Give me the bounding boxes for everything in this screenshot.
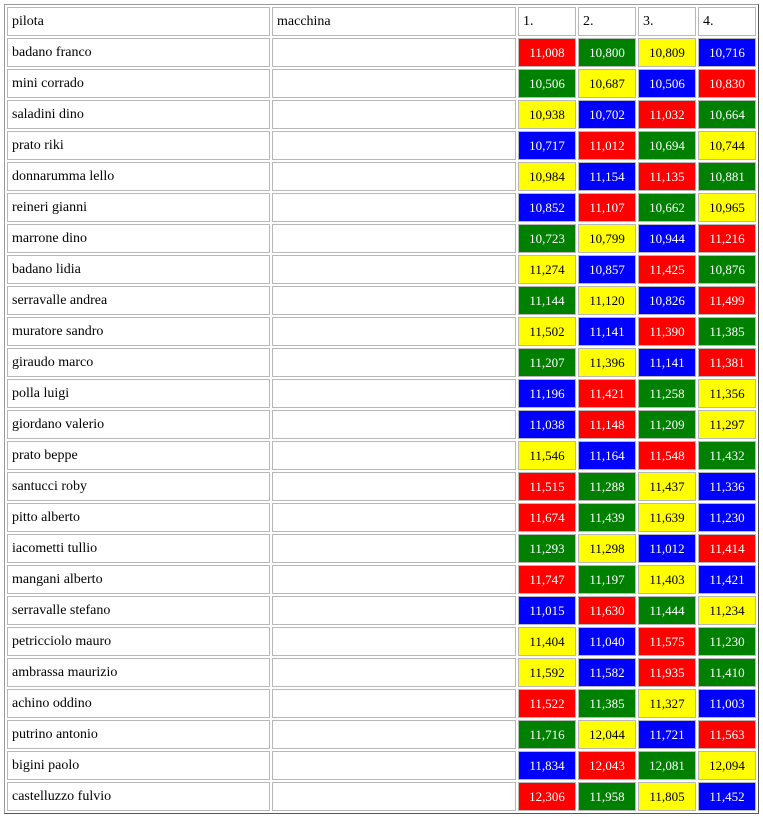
lap-time-cell: 11,385	[578, 689, 636, 718]
results-body	[7, 38, 756, 811]
lap-time-cell: 11,437	[638, 472, 696, 501]
lap-time-cell: 10,857	[578, 255, 636, 284]
macchina-cell	[272, 410, 516, 439]
lap-time-cell: 11,385	[698, 317, 756, 346]
lap-time-cell: 11,336	[698, 472, 756, 501]
lap-time-cell: 11,444	[638, 596, 696, 625]
macchina-cell	[272, 69, 516, 98]
lap-time-cell: 11,234	[698, 596, 756, 625]
lap-time-cell: 11,630	[578, 596, 636, 625]
macchina-cell	[272, 38, 516, 67]
macchina-cell	[272, 224, 516, 253]
lap-time-cell: 11,032	[638, 100, 696, 129]
lap-time-cell: 11,135	[638, 162, 696, 191]
lap-time-cell: 12,094	[698, 751, 756, 780]
macchina-cell	[272, 782, 516, 811]
macchina-cell	[272, 379, 516, 408]
macchina-cell	[272, 317, 516, 346]
lap-time-cell: 11,410	[698, 658, 756, 687]
lap-time-cell: 11,274	[518, 255, 576, 284]
lap-time-cell: 10,723	[518, 224, 576, 253]
table-row	[7, 441, 756, 470]
table-row	[7, 131, 756, 160]
table-row	[7, 255, 756, 284]
macchina-cell	[272, 596, 516, 625]
lap-time-cell: 10,716	[698, 38, 756, 67]
lap-time-cell: 11,439	[578, 503, 636, 532]
lap-time-cell: 11,452	[698, 782, 756, 811]
lap-time-cell: 12,043	[578, 751, 636, 780]
lap-time-cell: 11,522	[518, 689, 576, 718]
lap-time-cell: 10,965	[698, 193, 756, 222]
header-lap-4: 4.	[698, 7, 756, 36]
table-row	[7, 565, 756, 594]
pilota-cell: prato riki	[7, 131, 270, 160]
pilota-cell: serravalle stefano	[7, 596, 270, 625]
lap-time-cell: 11,038	[518, 410, 576, 439]
pilota-cell: muratore sandro	[7, 317, 270, 346]
lap-time-cell: 11,230	[698, 503, 756, 532]
lap-time-cell: 11,154	[578, 162, 636, 191]
lap-time-cell: 11,958	[578, 782, 636, 811]
macchina-cell	[272, 100, 516, 129]
lap-time-cell: 11,403	[638, 565, 696, 594]
pilota-cell: castelluzzo fulvio	[7, 782, 270, 811]
lap-time-cell: 10,984	[518, 162, 576, 191]
macchina-cell	[272, 162, 516, 191]
lap-time-cell: 11,548	[638, 441, 696, 470]
lap-time-cell: 11,356	[698, 379, 756, 408]
results-table	[4, 4, 759, 814]
lap-time-cell: 11,390	[638, 317, 696, 346]
lap-time-cell: 10,830	[698, 69, 756, 98]
lap-time-cell: 11,107	[578, 193, 636, 222]
macchina-cell	[272, 565, 516, 594]
table-row	[7, 193, 756, 222]
header-pilota: pilota	[7, 7, 270, 36]
lap-time-cell: 10,664	[698, 100, 756, 129]
lap-time-cell: 10,938	[518, 100, 576, 129]
lap-time-cell: 11,546	[518, 441, 576, 470]
lap-time-cell: 12,044	[578, 720, 636, 749]
pilota-cell: mangani alberto	[7, 565, 270, 594]
lap-time-cell: 11,197	[578, 565, 636, 594]
macchina-cell	[272, 441, 516, 470]
lap-time-cell: 11,716	[518, 720, 576, 749]
table-row	[7, 472, 756, 501]
lap-time-cell: 11,404	[518, 627, 576, 656]
pilota-cell: santucci roby	[7, 472, 270, 501]
lap-time-cell: 11,747	[518, 565, 576, 594]
lap-time-cell: 10,702	[578, 100, 636, 129]
lap-time-cell: 12,081	[638, 751, 696, 780]
lap-time-cell: 11,834	[518, 751, 576, 780]
lap-time-cell: 11,414	[698, 534, 756, 563]
lap-time-cell: 11,258	[638, 379, 696, 408]
pilota-cell: polla luigi	[7, 379, 270, 408]
pilota-cell: petricciolo mauro	[7, 627, 270, 656]
lap-time-cell: 10,506	[518, 69, 576, 98]
table-row	[7, 658, 756, 687]
header-row	[7, 7, 756, 36]
lap-time-cell: 11,502	[518, 317, 576, 346]
lap-time-cell: 11,216	[698, 224, 756, 253]
lap-time-cell: 11,425	[638, 255, 696, 284]
macchina-cell	[272, 720, 516, 749]
pilota-cell: ambrassa maurizio	[7, 658, 270, 687]
pilota-cell: putrino antonio	[7, 720, 270, 749]
table-row	[7, 69, 756, 98]
lap-time-cell: 10,826	[638, 286, 696, 315]
lap-time-cell: 11,563	[698, 720, 756, 749]
lap-time-cell: 11,297	[698, 410, 756, 439]
lap-time-cell: 11,582	[578, 658, 636, 687]
lap-time-cell: 11,432	[698, 441, 756, 470]
pilota-cell: achino oddino	[7, 689, 270, 718]
table-row	[7, 751, 756, 780]
lap-time-cell: 10,744	[698, 131, 756, 160]
lap-time-cell: 12,306	[518, 782, 576, 811]
lap-time-cell: 11,008	[518, 38, 576, 67]
lap-time-cell: 11,288	[578, 472, 636, 501]
lap-time-cell: 10,799	[578, 224, 636, 253]
lap-time-cell: 11,141	[578, 317, 636, 346]
pilota-cell: pitto alberto	[7, 503, 270, 532]
macchina-cell	[272, 658, 516, 687]
lap-time-cell: 11,298	[578, 534, 636, 563]
macchina-cell	[272, 193, 516, 222]
header-lap-3: 3.	[638, 7, 696, 36]
lap-time-cell: 11,141	[638, 348, 696, 377]
table-row	[7, 317, 756, 346]
table-row	[7, 782, 756, 811]
table-row	[7, 689, 756, 718]
lap-time-cell: 11,935	[638, 658, 696, 687]
table-row	[7, 410, 756, 439]
lap-time-cell: 10,506	[638, 69, 696, 98]
pilota-cell: giraudo marco	[7, 348, 270, 377]
table-row	[7, 162, 756, 191]
pilota-cell: bigini paolo	[7, 751, 270, 780]
pilota-cell: prato beppe	[7, 441, 270, 470]
header-lap-2: 2.	[578, 7, 636, 36]
table-row	[7, 379, 756, 408]
lap-time-cell: 11,120	[578, 286, 636, 315]
lap-time-cell: 11,327	[638, 689, 696, 718]
lap-time-cell: 10,800	[578, 38, 636, 67]
lap-time-cell: 10,687	[578, 69, 636, 98]
lap-time-cell: 11,012	[578, 131, 636, 160]
lap-time-cell: 11,396	[578, 348, 636, 377]
lap-time-cell: 11,207	[518, 348, 576, 377]
macchina-cell	[272, 503, 516, 532]
lap-time-cell: 11,674	[518, 503, 576, 532]
macchina-cell	[272, 689, 516, 718]
pilota-cell: mini corrado	[7, 69, 270, 98]
lap-time-cell: 10,694	[638, 131, 696, 160]
pilota-cell: iacometti tullio	[7, 534, 270, 563]
lap-time-cell: 10,852	[518, 193, 576, 222]
table-row	[7, 596, 756, 625]
pilota-cell: badano franco	[7, 38, 270, 67]
lap-time-cell: 11,381	[698, 348, 756, 377]
pilota-cell: saladini dino	[7, 100, 270, 129]
lap-time-cell: 10,876	[698, 255, 756, 284]
lap-time-cell: 11,515	[518, 472, 576, 501]
table-row	[7, 100, 756, 129]
lap-time-cell: 11,040	[578, 627, 636, 656]
macchina-cell	[272, 534, 516, 563]
macchina-cell	[272, 131, 516, 160]
lap-time-cell: 11,421	[698, 565, 756, 594]
lap-time-cell: 11,592	[518, 658, 576, 687]
macchina-cell	[272, 627, 516, 656]
lap-time-cell: 11,164	[578, 441, 636, 470]
lap-time-cell: 11,015	[518, 596, 576, 625]
lap-time-cell: 11,639	[638, 503, 696, 532]
lap-time-cell: 11,144	[518, 286, 576, 315]
lap-time-cell: 11,196	[518, 379, 576, 408]
lap-time-cell: 11,421	[578, 379, 636, 408]
pilota-cell: serravalle andrea	[7, 286, 270, 315]
table-row	[7, 720, 756, 749]
pilota-cell: badano lidia	[7, 255, 270, 284]
lap-time-cell: 10,809	[638, 38, 696, 67]
lap-time-cell: 11,148	[578, 410, 636, 439]
macchina-cell	[272, 348, 516, 377]
lap-time-cell: 11,575	[638, 627, 696, 656]
lap-time-cell: 11,721	[638, 720, 696, 749]
macchina-cell	[272, 472, 516, 501]
table-row	[7, 348, 756, 377]
lap-time-cell: 10,662	[638, 193, 696, 222]
lap-time-cell: 11,230	[698, 627, 756, 656]
lap-time-cell: 10,944	[638, 224, 696, 253]
macchina-cell	[272, 286, 516, 315]
lap-time-cell: 10,881	[698, 162, 756, 191]
pilota-cell: marrone dino	[7, 224, 270, 253]
lap-time-cell: 11,293	[518, 534, 576, 563]
lap-time-cell: 11,805	[638, 782, 696, 811]
pilota-cell: donnarumma lello	[7, 162, 270, 191]
lap-time-cell: 11,499	[698, 286, 756, 315]
lap-time-cell: 11,003	[698, 689, 756, 718]
table-row	[7, 38, 756, 67]
macchina-cell	[272, 751, 516, 780]
table-row	[7, 286, 756, 315]
table-row	[7, 627, 756, 656]
lap-time-cell: 11,012	[638, 534, 696, 563]
lap-time-cell: 11,209	[638, 410, 696, 439]
lap-time-cell: 10,717	[518, 131, 576, 160]
table-row	[7, 534, 756, 563]
pilota-cell: reineri gianni	[7, 193, 270, 222]
macchina-cell	[272, 255, 516, 284]
header-lap-1: 1.	[518, 7, 576, 36]
table-row	[7, 503, 756, 532]
pilota-cell: giordano valerio	[7, 410, 270, 439]
header-macchina: macchina	[272, 7, 516, 36]
table-row	[7, 224, 756, 253]
